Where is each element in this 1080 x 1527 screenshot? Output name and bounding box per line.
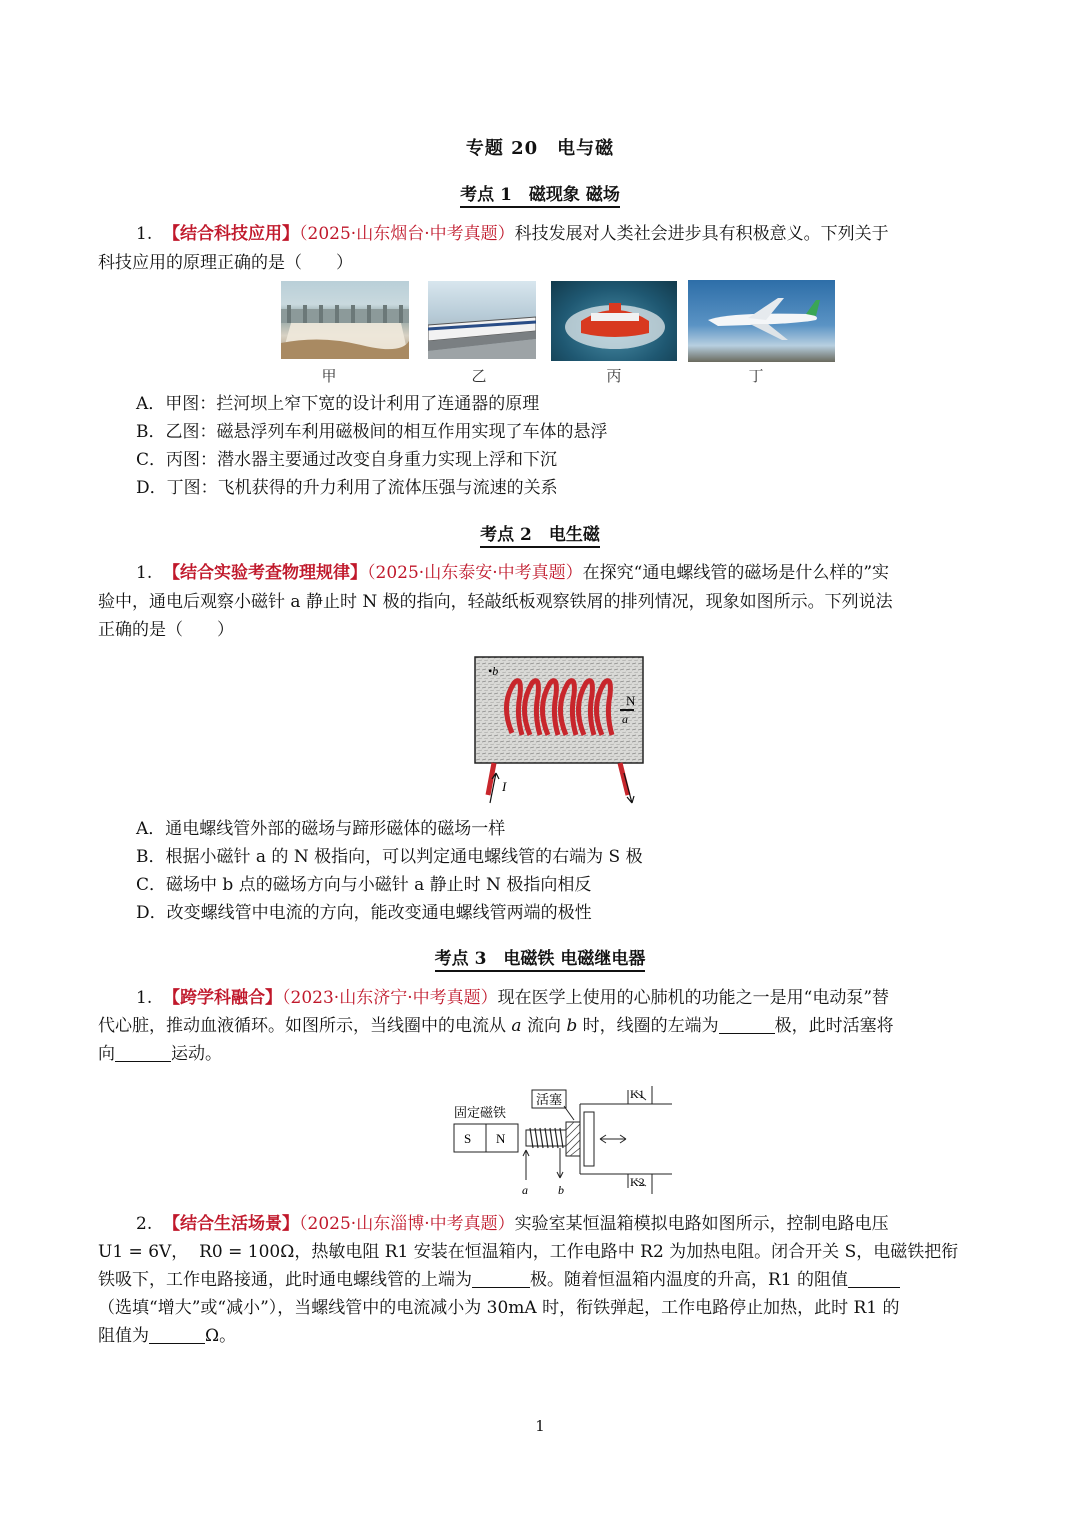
- question-number: 1.: [136, 988, 153, 1008]
- q1-1-option-a: A．甲图：拦河坝上窄下宽的设计利用了连通器的原理: [136, 394, 540, 414]
- q2-1-line-2: 验中，通电后观察小磁针 a 静止时 N 极的指向，轻敲纸板观察铁屑的排列情况，现象如图所示。下列说法: [98, 592, 893, 612]
- var-a: a: [511, 1016, 522, 1036]
- caption-bing: 丙: [606, 367, 622, 385]
- magnet-n-label: N: [496, 1131, 506, 1146]
- answer-blank[interactable]: [115, 1043, 171, 1062]
- resistance-r0: R0 = 100Ω，: [199, 1242, 312, 1262]
- maglev-photo: [428, 281, 536, 359]
- q1-1-option-b: B．乙图：磁悬浮列车利用磁极间的相互作用实现了车体的悬浮: [136, 422, 608, 442]
- fixed-magnet-label: 固定磁铁: [454, 1105, 507, 1120]
- solenoid-figure: [470, 655, 650, 805]
- q3-1-line-2: [98, 1012, 980, 1040]
- question-tag: 【结合科技应用】: [163, 224, 300, 244]
- q3-1-line-3: [98, 1040, 980, 1068]
- question-source: （2025·山东烟台·中考真题）: [299, 224, 515, 244]
- caption-jia: 甲: [321, 367, 337, 385]
- double-arrow: [600, 1135, 626, 1143]
- valve-k1-label: K1: [630, 1087, 645, 1101]
- terminal-a-label: a: [522, 1183, 528, 1197]
- caption-ding: 丁: [748, 367, 764, 385]
- dam-illustration: [281, 281, 409, 359]
- question-stem: 实验室某恒温箱模拟电路如图所示，控制电路电压: [514, 1214, 889, 1234]
- stem-text: 向: [98, 1044, 115, 1064]
- q2-1-option-a: A．通电螺线管外部的磁场与蹄形磁体的磁场一样: [136, 819, 506, 839]
- q3-2-line-1: [136, 1210, 1018, 1238]
- section-heading-2: [0, 520, 1080, 545]
- valve-flaps: [636, 1092, 646, 1186]
- answer-blank[interactable]: [472, 1269, 530, 1288]
- question-tag: 【跨学科融合】: [163, 988, 283, 1008]
- terminal-b-label: b: [558, 1183, 564, 1197]
- submersible-illustration: [551, 281, 677, 361]
- piston-label: 活塞: [536, 1092, 563, 1107]
- q3-2-line-4: （选填“增大”或“减小”），当螺线管中的电流减小为 30mA 时，衔铁弹起，工作电路停止加热，此时 R1 的: [98, 1298, 900, 1318]
- question-number: 1.: [136, 224, 153, 244]
- q2-1-line-1: [136, 559, 1018, 587]
- q1-1-option-d: D．丁图：飞机获得的升力利用了流体压强与流速的关系: [136, 478, 558, 498]
- maglev-illustration: [428, 281, 536, 359]
- section-heading-1: [0, 180, 1080, 205]
- q2-1-option-b: B．根据小磁针 a 的 N 极指向，可以判定通电螺线管的右端为 S 极: [136, 847, 643, 867]
- question-tag: 【结合生活场景】: [163, 1214, 300, 1234]
- question-source: （2025·山东淄博·中考真题）: [299, 1214, 515, 1234]
- question-stem: 科技发展对人类社会进步具有积极意义。下列关于: [514, 224, 889, 244]
- question-number: 1.: [136, 563, 153, 583]
- valve-k2-label: K2: [630, 1175, 645, 1189]
- stem-text: 流向: [521, 1016, 567, 1036]
- airplane-photo: [688, 280, 835, 362]
- question-stem: 现在医学上使用的心肺机的功能之一是用“电动泵”替: [497, 988, 890, 1008]
- answer-blank[interactable]: [149, 1325, 205, 1344]
- airplane-illustration: [688, 280, 835, 362]
- q3-2-line-5: [98, 1322, 980, 1350]
- page-number: 1: [535, 1417, 545, 1435]
- section-heading-3-text: 考点 3 电磁铁 电磁继电器: [435, 949, 646, 972]
- stem-text: 铁吸下，工作电路接通，此时通电螺线管的上端为: [98, 1270, 472, 1290]
- stem-text: 阻值为: [98, 1326, 149, 1346]
- piston: [584, 1112, 594, 1166]
- section-heading-1-text: 考点 1 磁现象 磁场: [460, 185, 620, 208]
- q1-1-option-c: C．丙图：潜水器主要通过改变自身重力实现上浮和下沉: [136, 450, 558, 470]
- stem-text: 热敏电阻 R1 安装在恒温箱内，工作电路中 R2 为加热电阻。闭合开关 S，电磁铁把衔: [311, 1242, 959, 1262]
- piston-pointer: [564, 1106, 574, 1120]
- magnet-s-label: S: [464, 1131, 472, 1146]
- question-stem: 在探究“通电螺线管的磁场是什么样的”实: [582, 563, 890, 583]
- submersible-photo: [551, 281, 677, 361]
- right-lead-wire: [620, 763, 628, 795]
- q1-1-line-1: [136, 220, 1018, 248]
- voltage-u1: U1 = 6V，: [98, 1242, 189, 1262]
- current-label: I: [502, 779, 507, 794]
- caption-yi: 乙: [471, 367, 487, 385]
- question-tag: 【结合实验考查物理规律】: [163, 563, 368, 583]
- stem-text: Ω。: [205, 1326, 237, 1346]
- pump-figure: [450, 1082, 672, 1198]
- current-a-arrow: [523, 1150, 529, 1180]
- stem-text: 极，此时活塞将: [774, 1016, 894, 1036]
- section-heading-3: [0, 944, 1080, 969]
- section-heading-2-text: 考点 2 电生磁: [480, 525, 600, 548]
- question-source: （2023·山东济宁·中考真题）: [282, 988, 498, 1008]
- q2-1-option-c: C．磁场中 b 点的磁场方向与小磁针 a 静止时 N 极指向相反: [136, 875, 592, 895]
- stem-text: 运动。: [171, 1044, 222, 1064]
- q3-2-line-2: [98, 1238, 980, 1266]
- var-b: b: [566, 1016, 578, 1036]
- answer-blank[interactable]: [848, 1269, 900, 1288]
- needle-a-label: a: [622, 712, 628, 726]
- question-number: 2.: [136, 1214, 153, 1234]
- stem-text: 极。随着恒温箱内温度的升高，R1 的阻值: [530, 1270, 849, 1290]
- q2-1-line-3: 正确的是（ ）: [98, 620, 234, 640]
- q2-1-option-d: D．改变螺线管中电流的方向，能改变通电螺线管两端的极性: [136, 903, 592, 923]
- page-title: 专题 20 电与磁: [465, 138, 615, 159]
- q1-1-line-2: 科技应用的原理正确的是（ ）: [98, 253, 353, 273]
- current-b-arrow: [557, 1148, 563, 1178]
- q3-2-line-3: [98, 1266, 980, 1294]
- dam-photo: [281, 281, 409, 359]
- north-pole-label: N: [626, 693, 636, 708]
- q3-1-line-1: [136, 984, 1018, 1012]
- answer-blank[interactable]: [719, 1015, 775, 1034]
- question-source: （2025·山东泰安·中考真题）: [367, 563, 583, 583]
- stem-text: 时，线圈的左端为: [577, 1016, 719, 1036]
- point-b-label: •b: [488, 664, 499, 678]
- stem-text: 代心脏，推动血液循环。如图所示，当线圈中的电流从: [98, 1016, 512, 1036]
